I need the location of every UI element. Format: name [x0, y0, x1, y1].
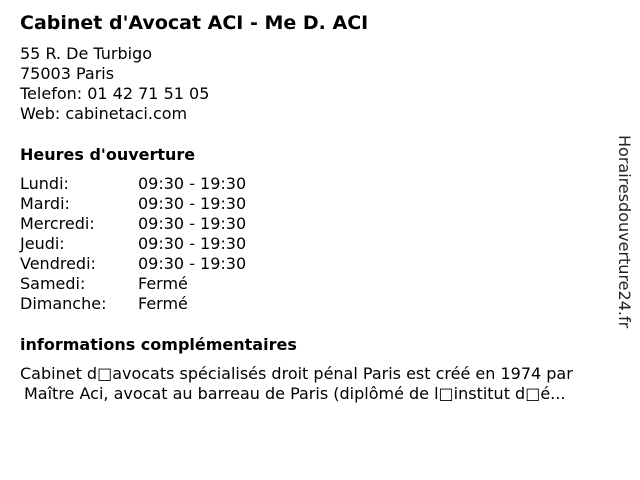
day-label: Jeudi: — [20, 234, 65, 253]
business-description — [20, 364, 620, 404]
day-hours: Fermé — [138, 274, 188, 293]
day-label: Dimanche: — [20, 294, 107, 313]
day-hours: Fermé — [138, 294, 188, 313]
day-label: Samedi: — [20, 274, 86, 293]
hours-row-saturday — [20, 274, 246, 294]
site-watermark: Horairesdouverture24.fr — [615, 135, 634, 329]
address-block — [20, 44, 209, 124]
info-heading: informations complémentaires — [20, 335, 297, 354]
hours-row-friday — [20, 254, 246, 274]
description-line: Cabinet d□avocats spécialisés droit pénal Paris est créé en 1974 par — [20, 364, 573, 383]
hours-row-wednesday — [20, 214, 246, 234]
day-hours: 09:30 - 19:30 — [138, 234, 247, 253]
day-label: Vendredi: — [20, 254, 96, 273]
hours-row-thursday — [20, 234, 246, 254]
day-hours: 09:30 - 19:30 — [138, 254, 247, 273]
city-postal: 75003 Paris — [20, 64, 115, 83]
website: Web: cabinetaci.com — [20, 104, 188, 123]
day-hours: 09:30 - 19:30 — [138, 194, 247, 213]
opening-hours-list — [20, 174, 246, 314]
hours-row-tuesday — [20, 194, 246, 214]
day-hours: 09:30 - 19:30 — [138, 174, 247, 193]
business-name: Cabinet d'Avocat ACI - Me D. ACI — [20, 12, 369, 34]
day-label: Mardi: — [20, 194, 70, 213]
day-label: Mercredi: — [20, 214, 95, 233]
day-hours: 09:30 - 19:30 — [138, 214, 247, 233]
description-line: Maître Aci, avocat au barreau de Paris (diplômé de l□institut d□é... — [24, 384, 566, 403]
hours-heading: Heures d'ouverture — [20, 145, 196, 164]
hours-row-monday — [20, 174, 246, 194]
day-label: Lundi: — [20, 174, 69, 193]
hours-row-sunday — [20, 294, 246, 314]
street-address: 55 R. De Turbigo — [20, 44, 153, 63]
phone-number: Telefon: 01 42 71 51 05 — [20, 84, 210, 103]
